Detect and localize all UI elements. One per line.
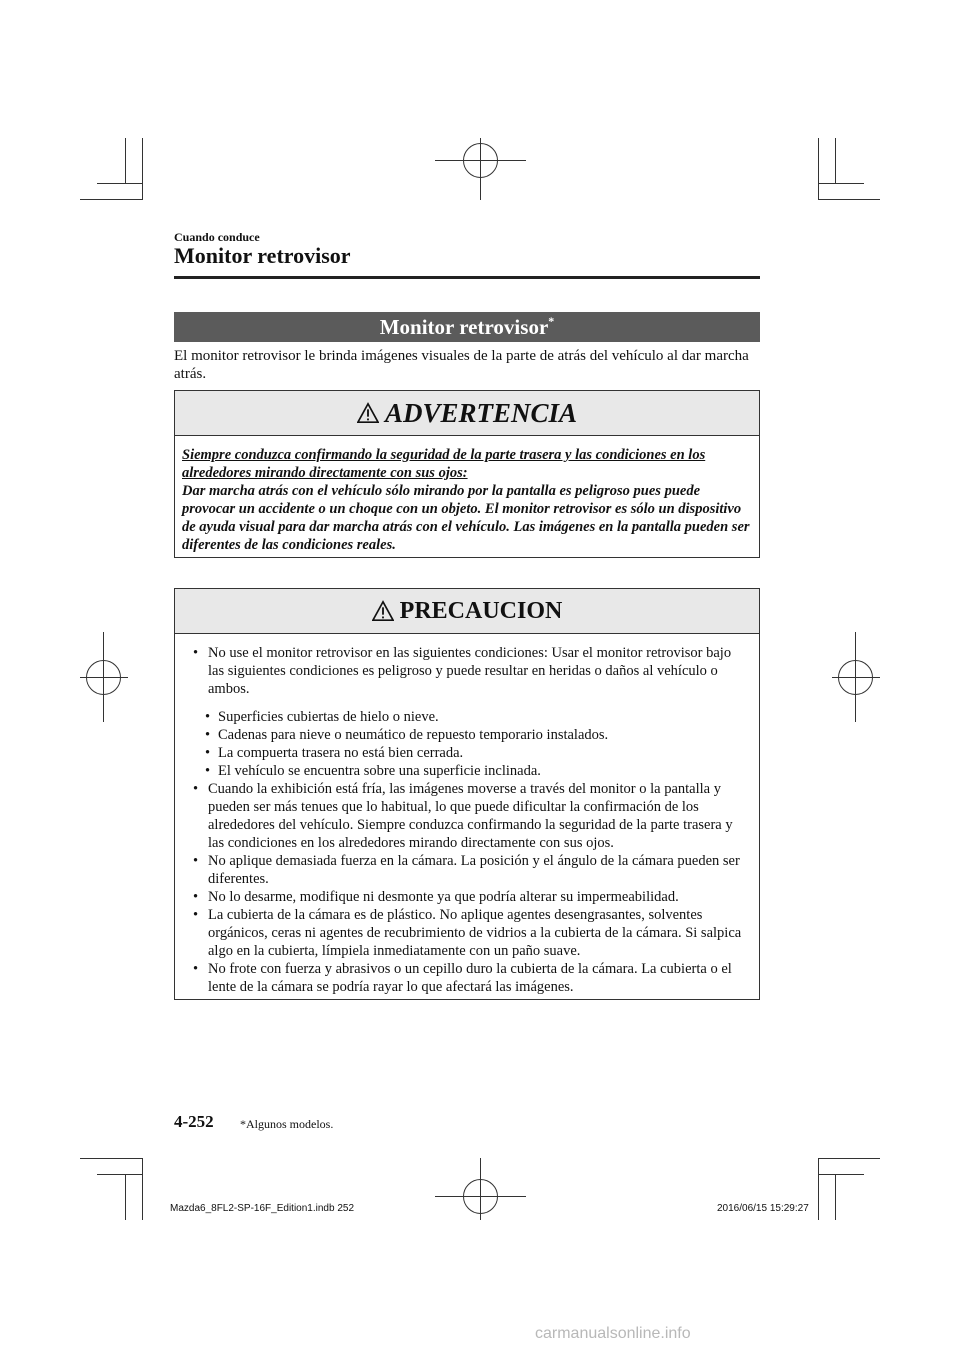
section-marker: * bbox=[548, 314, 555, 328]
page-number: 4-252 bbox=[174, 1112, 214, 1131]
section-title-bar bbox=[174, 312, 760, 342]
warning-box bbox=[174, 390, 760, 558]
warning-lead: Siempre conduzca confirmando la seguridad de la parte trasera y las condiciones en los alrededores mirando directamente con sus ojos: bbox=[182, 447, 706, 481]
warning-body bbox=[175, 436, 759, 554]
caution-sub-item: • El vehículo se encuentra sobre una superficie inclinada. bbox=[183, 762, 749, 780]
caution-item: • Cuando la exhibición está fría, las imágenes moverse a través del monitor o la pantalla y pueden ser más tenues que lo habitual, lo que puede dificultar la confirmación de los alrededores del vehículo. Siempre conduzca confirmando la seguridad de la parte trasera y las condiciones en los alrededores mirando directamente con sus ojos. bbox=[183, 780, 749, 852]
page-title: Monitor retrovisor bbox=[174, 243, 351, 268]
section-title: Monitor retrovisor bbox=[379, 315, 549, 339]
caution-header bbox=[175, 589, 759, 634]
chapter-label: Cuando conduce bbox=[174, 230, 260, 244]
watermark: carmanualsonline.info bbox=[535, 1325, 691, 1342]
file-info: Mazda6_8FL2-SP-16F_Edition1.indb 252 bbox=[170, 1203, 355, 1214]
caution-item: • La cubierta de la cámara es de plástico. No aplique agentes desengrasantes, solventes orgánicos, ceras ni agentes de recubrimiento de vidrios a la cubierta de la cámara. Si salpica algo en la cubierta, límpiela inmediatamente con un paño suave. bbox=[183, 906, 749, 960]
caution-item: • No use el monitor retrovisor en las siguientes condiciones: Usar el monitor retrovisor bajo las siguientes condiciones es peligroso y puede resultar en heridas o daños al vehículo o ambos. bbox=[183, 644, 749, 698]
caution-item: • No frote con fuerza y abrasivos o un cepillo duro la cubierta de la cámara. La cubierta o el lente de la cámara se podría rayar lo que afectará las imágenes. bbox=[183, 960, 749, 996]
footnote: *Algunos modelos. bbox=[240, 1117, 334, 1131]
caution-body bbox=[175, 634, 759, 996]
caution-sub-item: • Cadenas para nieve o neumático de repuesto temporario instalados. bbox=[183, 726, 749, 744]
caution-sub-item: • La compuerta trasera no está bien cerrada. bbox=[183, 744, 749, 762]
warning-heading: ADVERTENCIA bbox=[384, 397, 578, 428]
warning-header bbox=[175, 391, 759, 436]
caution-sub-item: • Superficies cubiertas de hielo o nieve. bbox=[183, 708, 749, 726]
print-timestamp: 2016/06/15 15:29:27 bbox=[717, 1203, 809, 1214]
caution-item: • No lo desarme, modifique ni desmonte ya que podría alterar su impermeabilidad. bbox=[183, 888, 749, 906]
caution-triangle-icon bbox=[372, 600, 394, 622]
caution-heading: PRECAUCION bbox=[399, 597, 563, 624]
caution-item: • No aplique demasiada fuerza en la cámara. La posición y el ángulo de la cámara pueden ser diferentes. bbox=[183, 852, 749, 888]
caution-box bbox=[174, 588, 760, 1000]
warning-text: Dar marcha atrás con el vehículo sólo mirando por la pantalla es peligroso pues puede provocar un accidente o un choque con un objeto. El monitor retrovisor es sólo un dispositivo de ayuda visual para dar marcha atrás con el vehículo. Las imágenes en la pantalla pueden ser diferentes de las condiciones reales. bbox=[182, 483, 750, 553]
warning-triangle-icon bbox=[357, 402, 379, 424]
title-rule bbox=[174, 276, 760, 279]
intro-paragraph: El monitor retrovisor le brinda imágenes visuales de la parte de atrás del vehículo al dar marcha atrás. bbox=[174, 348, 749, 382]
